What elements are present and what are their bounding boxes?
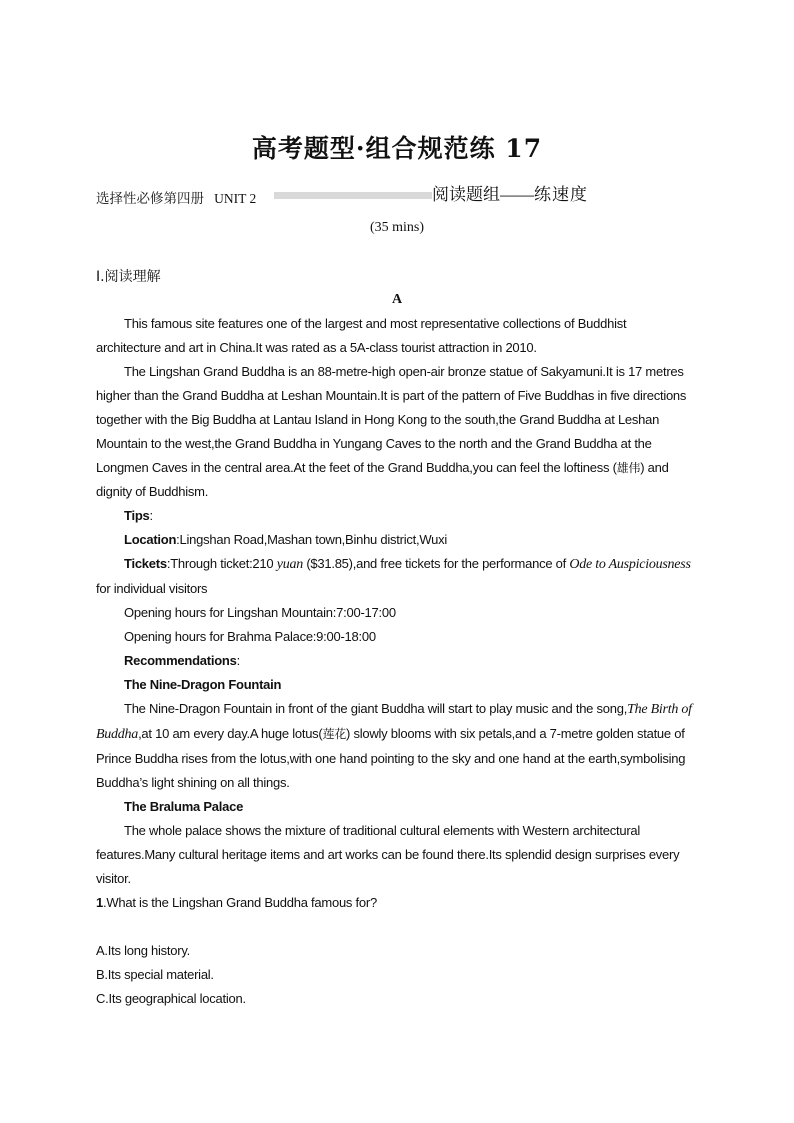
paragraph-palace: The whole palace shows the mixture of traditional cultural elements with Western architectural features.Many cultural heritage items and art works can be found there.Its splendid design surprises every visitor. bbox=[96, 823, 680, 886]
gloss-loftiness: 雄伟 bbox=[616, 461, 641, 475]
watermark-bar bbox=[274, 192, 432, 199]
tickets-text-c: for individual visitors bbox=[96, 581, 208, 596]
question-stem bbox=[96, 891, 694, 915]
subtitle-line bbox=[96, 180, 716, 206]
hours-palace: Opening hours for Brahma Palace:9:00-18:00 bbox=[124, 629, 376, 644]
page-title: 高考题型·组合规范练 17 bbox=[251, 134, 543, 163]
paragraph-fountain bbox=[96, 697, 694, 795]
recommendations-colon: : bbox=[236, 653, 240, 668]
spacer bbox=[96, 915, 694, 939]
location-line bbox=[96, 528, 694, 552]
palace-heading: The Braluma Palace bbox=[124, 799, 244, 814]
tickets-text-a: :Through ticket:210 bbox=[166, 556, 277, 571]
location-value: :Lingshan Road,Mashan town,Binhu district,Wuxi bbox=[176, 532, 447, 547]
question-text: .What is the Lingshan Grand Buddha famous for? bbox=[102, 895, 377, 910]
book-label: 选择性必修第四册 bbox=[96, 191, 204, 206]
paragraph-intro: This famous site features one of the largest and most representative collections of Buddhist architecture and art in China.It was rated as a 5A-class tourist attraction in 2010. bbox=[96, 316, 627, 355]
grand-buddha-text-end: ) and dignity of Buddhism. bbox=[96, 460, 669, 499]
option-c: C.Its geographical location. bbox=[96, 991, 246, 1006]
group-info bbox=[432, 180, 588, 205]
tips-label: Tips bbox=[124, 508, 150, 523]
grand-buddha-text: The Lingshan Grand Buddha is an 88-metre-high open-air bronze statue of Sakyamuni.It is 17 metres higher than the Grand Buddha at Leshan Mountain.It is part of the pattern of Five Buddhas in five directions together with the Big Buddha at Lantau Island in Hong Kong to the south,the Grand Buddha at Leshan Mountain to the west,the Grand Buddha in Yungang Caves to the north and the Grand Buddha at the Longmen Caves in the central area.At the feet of the Grand Buddha,you can feel the loftiness ( bbox=[96, 364, 687, 475]
fountain-text-b: ,at 10 am every day.A huge lotus( bbox=[138, 726, 323, 741]
option-b: B.Its special material. bbox=[96, 967, 214, 982]
hours-mountain: Opening hours for Lingshan Mountain:7:00-17:00 bbox=[124, 605, 396, 620]
song-title: The Birth of Buddha bbox=[96, 702, 692, 742]
tickets-line bbox=[96, 552, 694, 601]
fountain-text-c: ) slowly blooms with six petals,and a 7-metre golden statue of Prince Buddha rises from the lotus,with one hand pointing to the sky and one hand at the earth,symbolising Buddha’s light shining on all things. bbox=[96, 726, 686, 790]
unit-info bbox=[96, 187, 256, 207]
tickets-yuan: yuan bbox=[276, 557, 303, 572]
gloss-lotus: 莲花 bbox=[322, 727, 347, 741]
group-suffix: 练速度 bbox=[534, 185, 588, 205]
fountain-text-a: The Nine-Dragon Fountain in front of the giant Buddha will start to play music and the song, bbox=[124, 701, 628, 716]
fountain-heading: The Nine-Dragon Fountain bbox=[124, 677, 282, 692]
duration-label: (35 mins) bbox=[369, 220, 425, 235]
location-label: Location bbox=[124, 532, 177, 547]
tips-heading bbox=[96, 504, 694, 528]
recommendations-label: Recommendations bbox=[124, 653, 237, 668]
unit-label: UNIT 2 bbox=[214, 191, 257, 206]
paragraph-grand-buddha bbox=[96, 360, 694, 504]
section-heading: Ⅰ.阅读理解 bbox=[96, 269, 161, 285]
question-number: 1 bbox=[96, 895, 103, 910]
group-dash: —— bbox=[500, 185, 534, 204]
tips-colon: : bbox=[149, 508, 153, 523]
performance-title: Ode to Auspiciousness bbox=[569, 557, 691, 572]
passage-letter: A bbox=[391, 292, 403, 307]
option-a: A.Its long history. bbox=[96, 943, 190, 958]
tickets-label: Tickets bbox=[124, 556, 167, 571]
recommendations-heading bbox=[96, 649, 694, 673]
tickets-text-b: ($31.85),and free tickets for the performance of bbox=[302, 556, 570, 571]
passage-body bbox=[96, 312, 694, 1011]
group-label: 阅读题组 bbox=[432, 185, 500, 205]
